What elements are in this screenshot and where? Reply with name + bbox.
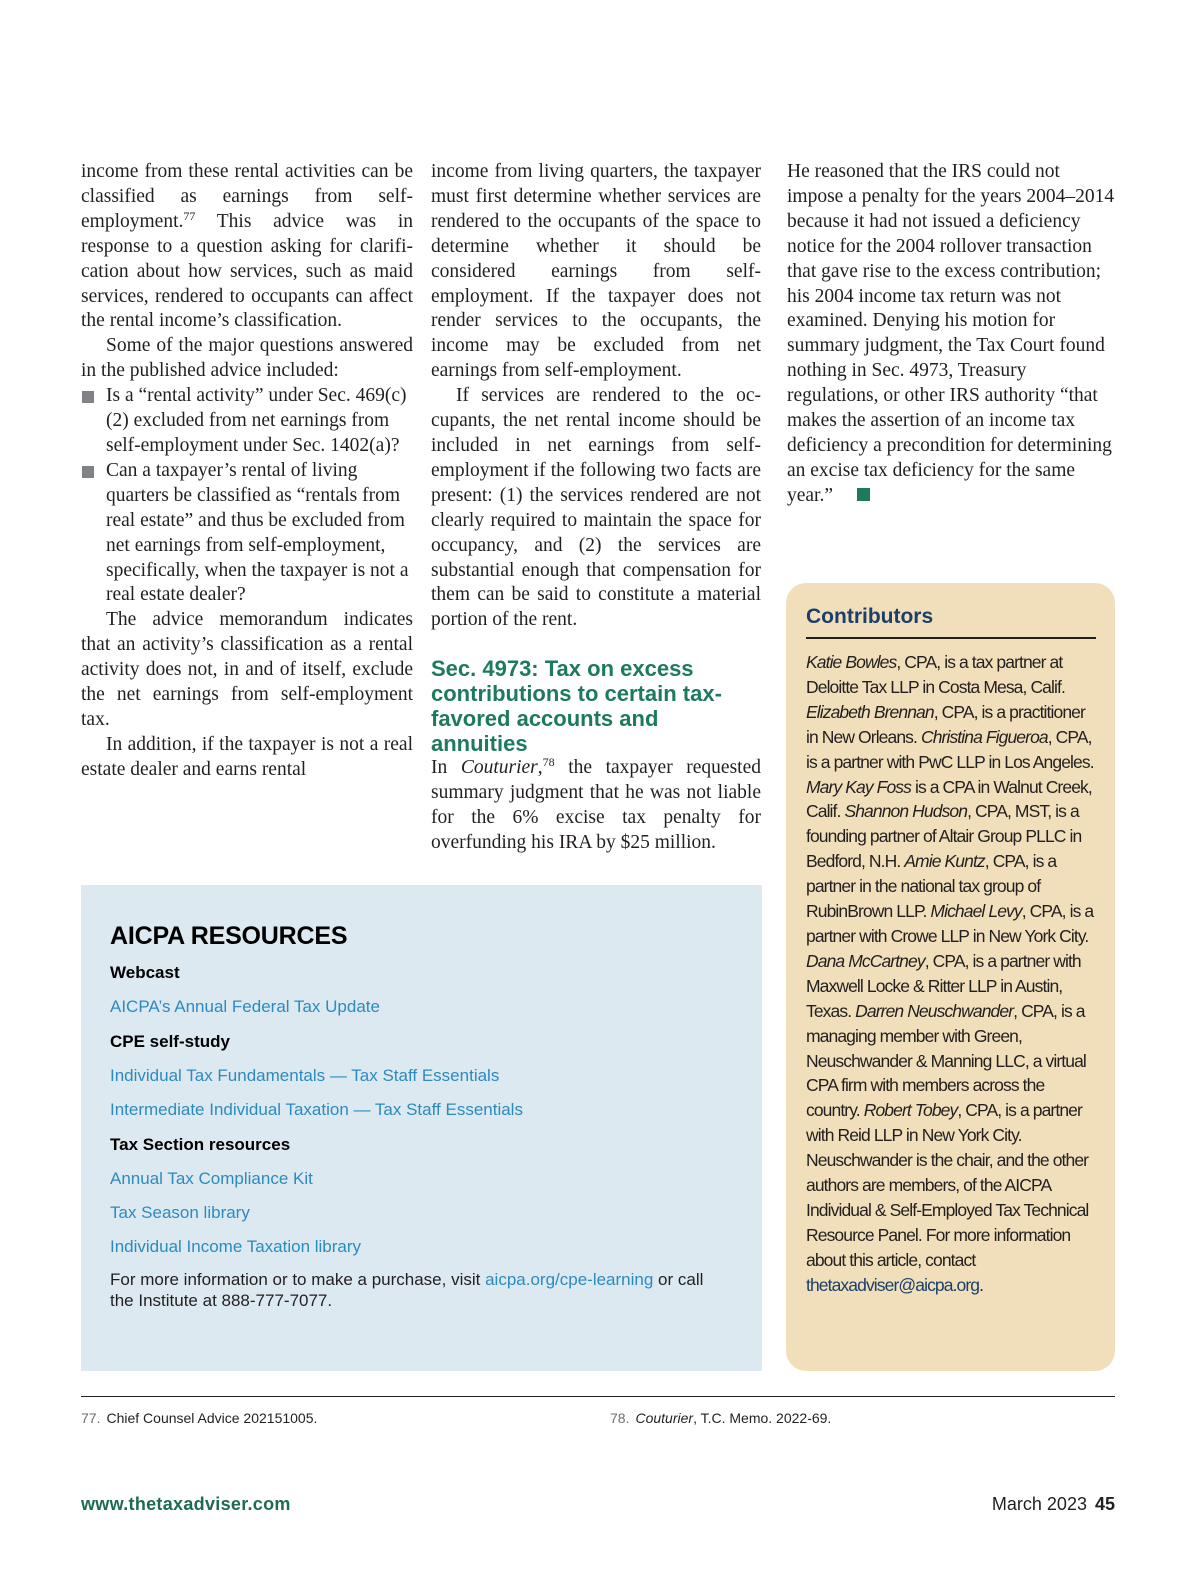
case-name: Couturier [460, 757, 538, 779]
tax-link-compliance-kit[interactable]: Annual Tax Compliance Kit [110, 1169, 313, 1188]
end-of-article-icon [857, 488, 870, 501]
square-bullet-icon [81, 384, 106, 459]
webcast-label: Webcast [110, 963, 180, 982]
cpe-label: CPE self-study [110, 1032, 230, 1051]
paragraph: In Couturier,$^{78}$ the taxpayer requested summary judgment that he was not liable for the 6% excise tax penalty for overfunding his IRA by $25 million. [431, 755, 761, 854]
cpe-link-intermediate[interactable]: Intermediate Individual Taxation — Tax Staff Essentials [110, 1100, 523, 1119]
section-heading: Sec. 4973: Tax on excess contributions to certain tax-favored accounts and annuities [431, 656, 722, 756]
cpe-learning-link[interactable]: aicpa.org/cpe-learning [485, 1270, 654, 1289]
paragraph: Some of the major questions answered in the published advice included: [81, 335, 413, 382]
more-info-text: For more information or to make a purchase, visit aicpa.org/cpe-learning or call the Institute at 888-777-7077. [110, 1270, 704, 1310]
tax-section-label: Tax Section resources [110, 1135, 291, 1154]
paragraph: income from these rental activities can be classified as earnings from self-employment.$^{77}$ This advice was in response to a question asking for clarification about how services, such as maid services, rendered to occupants can affect the rental income’s classification. [81, 161, 413, 332]
tax-link-season-library[interactable]: Tax Season library [110, 1203, 250, 1222]
bullet-item: Is a “rental activity” under Sec. 469(c)(2) excluded from net earnings from self-employment under Sec. 1402(a)? [81, 384, 413, 459]
article-column-3 [787, 160, 1117, 509]
paragraph: If services are rendered to the occupants, the net rental income should be included in net earnings from self-employment if the following two facts are present: (1) the services rendered are not clearly required to maintain the space for occupancy, and (2) the services are substantial enough that compensation for them can be said to constitute a material portion of the rent. [431, 385, 761, 631]
paragraph: The advice memorandum indicates that an activity’s classification as a rental activity does not, in and of itself, exclude the net earnings from self-employment tax. [81, 609, 413, 730]
square-bullet-icon [81, 459, 106, 608]
article-column-1 [81, 160, 413, 783]
footnote-ref-77[interactable]: 77 [183, 208, 196, 223]
resources-title: AICPA RESOURCES [110, 922, 348, 950]
footnote-77: 77. Chief Counsel Advice 202151005. [81, 1410, 318, 1426]
aicpa-resources-box [81, 885, 762, 1371]
contact-email-link[interactable]: thetaxadviser@aicpa.org [806, 1274, 980, 1295]
issue-date: March 2023 [991, 1494, 1087, 1514]
article-column-2 [431, 160, 761, 856]
footnote-78: 78. Couturier, T.C. Memo. 2022-69. [610, 1410, 832, 1426]
bullet-item: Can a taxpayer’s rental of living quarters be classified as “rentals from real estate” and thus be excluded from net earnings from self-employment, specifically, when the taxpayer is not a real estate dealer? [81, 459, 413, 608]
paragraph: income from living quarters, the taxpayer must first determine whether services are rendered to the occupants of the space to determine whether it should be considered earnings from self-employment. If the taxpayer does not render services to the occupants, the income may be excluded from net earnings from self-employment. [431, 161, 761, 382]
webcast-link[interactable]: AICPA’s Annual Federal Tax Update [110, 997, 380, 1016]
page-number: 45 [1094, 1494, 1115, 1514]
paragraph: In addition, if the taxpayer is not a real estate dealer and earns rental [81, 733, 413, 780]
issue-info [992, 1494, 1115, 1515]
cpe-link-fundamentals[interactable]: Individual Tax Fundamentals — Tax Staff Essentials [110, 1066, 500, 1085]
site-url[interactable]: www.thetaxadviser.com [81, 1494, 291, 1514]
contributors-box [786, 583, 1115, 1371]
footnote-divider [81, 1396, 1115, 1397]
footnote-ref-78[interactable]: 78 [542, 755, 555, 770]
contributors-title: Contributors [806, 605, 1096, 639]
paragraph: He reasoned that the IRS could not impose a penalty for the years 2004–2014 because it had not issued a deficiency notice for the 2004 rollover transaction that gave rise to the excess contribution; his 2004 income tax return was not examined. Denying his motion for summary judgment, the Tax Court found nothing in Sec. 4973, Treasury regulations, or other IRS authority “that makes the assertion of an income tax deficiency a precondition for determining an excise tax deficiency for the same year.” [787, 161, 1115, 506]
contributors-text: Katie Bowles, CPA, is a tax partner at Deloitte Tax LLP in Costa Mesa, Calif. Elizabeth Brennan, CPA, is a practitioner in New Orleans. Christina Figueroa, CPA, is a partner with PwC LLP in Los Angeles. Mary Kay Foss is a CPA in Walnut Creek, Calif. Shannon Hudson, CPA, MST, is a founding partner of Altair Group PLLC in Bedford, N.H. Amie Kuntz, CPA, is a partner in the national tax group of RubinBrown LLP. Michael Levy, CPA, is a partner with Crowe LLP in New York City. Dana McCartney, CPA, is a partner with Maxwell Locke & Ritter LLP in Austin, Texas. Darren Neuschwander, CPA, is a managing member with Green, Neuschwander & Manning LLC, a virtual CPA firm with members across the country. Robert Tobey, CPA, is a partner with Reid LLP in New York City. Neuschwander is the chair, and the other authors are members, of the AICPA Individual & Self-Employed Tax Technical Resource Panel. For more information about this article, contact thetaxadviser@aicpa.org. [806, 652, 1094, 1295]
tax-link-income-library[interactable]: Individual Income Taxation library [110, 1237, 362, 1256]
